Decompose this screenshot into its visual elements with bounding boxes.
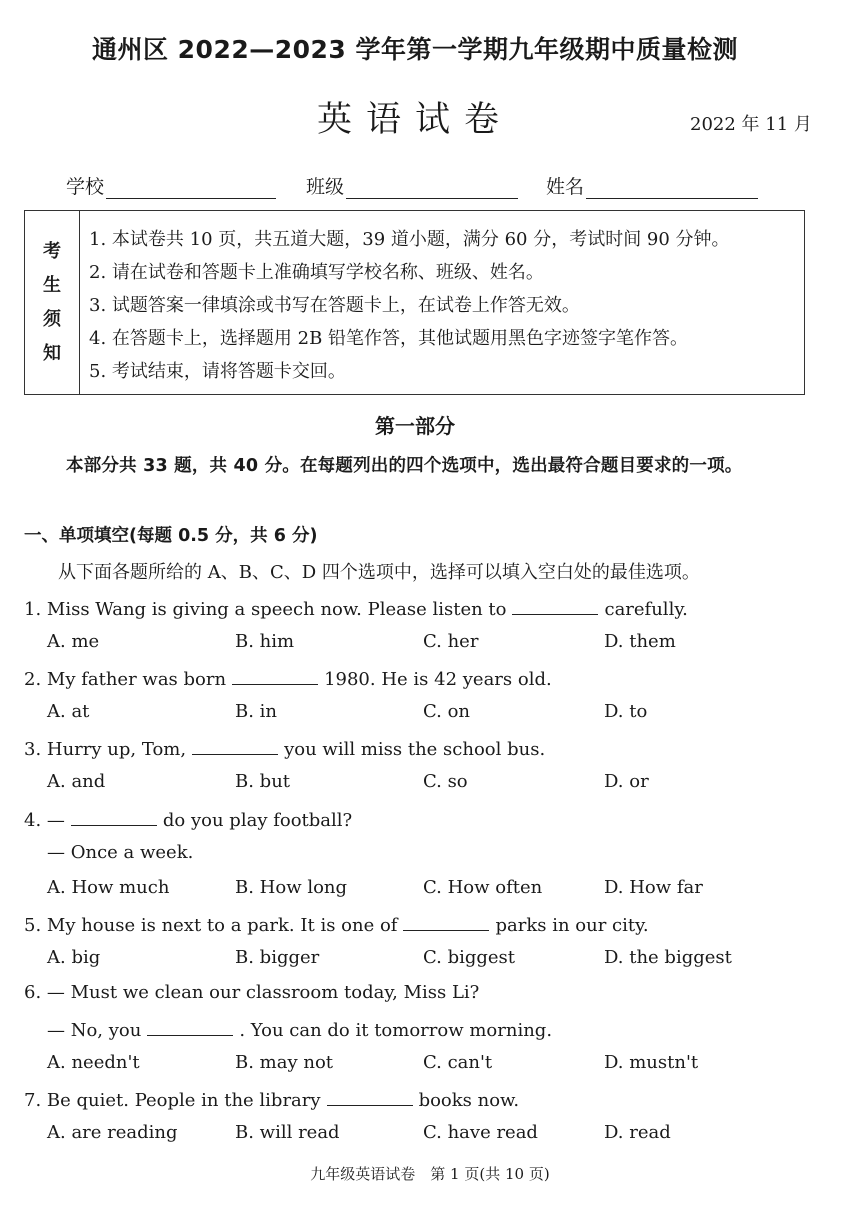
option-c: C. can't xyxy=(423,1052,493,1073)
section-instruction: 从下面各题所给的 A、B、C、D 四个选项中，选择可以填入空白处的最佳选项。 xyxy=(58,562,700,583)
notice-label: 考 生 须 知 xyxy=(25,211,80,394)
class-label: 班级 xyxy=(306,176,345,198)
exam-date: 2022 年 11 月 xyxy=(690,114,812,135)
answer-blank[interactable] xyxy=(327,1087,413,1106)
answer-blank[interactable] xyxy=(512,596,598,615)
option-b: B. may not xyxy=(235,1052,334,1073)
option-a: A. How much xyxy=(47,877,170,898)
page-footer: 九年级英语试卷 第 1 页(共 10 页) xyxy=(310,1165,550,1183)
exam-subtitle: 英语试卷 xyxy=(316,100,513,140)
option-b: B. him xyxy=(235,631,295,652)
option-c: C. How often xyxy=(423,877,543,898)
notice-item: 4. 在答题卡上，选择题用 2B 铅笔作答，其他试题用黑色字迹签字笔作答。 xyxy=(89,328,689,349)
notice-item: 1. 本试卷共 10 页，共五道大题，39 道小题，满分 60 分，考试时间 90 分钟。 xyxy=(89,229,730,250)
answer-blank[interactable] xyxy=(232,666,318,685)
question-6-reply: — No, you . You can do it tomorrow morning. xyxy=(47,1017,552,1041)
option-a: A. big xyxy=(47,947,101,968)
section-title: 一、单项填空(每题 0.5 分，共 6 分) xyxy=(24,526,318,546)
name-line[interactable] xyxy=(586,176,758,199)
option-d: D. or xyxy=(604,771,649,792)
question-4: 4. — do you play football? xyxy=(24,807,352,831)
notice-items xyxy=(89,223,730,388)
question-6: 6. — Must we clean our classroom today, Miss Li? xyxy=(24,982,480,1003)
answer-blank[interactable] xyxy=(71,807,157,826)
part-intro: 本部分共 33 题，共 40 分。在每题列出的四个选项中，选出最符合题目要求的一项。 xyxy=(66,456,743,476)
option-b: B. will read xyxy=(235,1122,340,1143)
candidate-notice-box xyxy=(24,210,805,395)
option-a: A. needn't xyxy=(47,1052,140,1073)
notice-item: 5. 考试结束，请将答题卡交回。 xyxy=(89,361,346,382)
name-label: 姓名 xyxy=(546,176,585,198)
option-d: D. read xyxy=(604,1122,671,1143)
question-4-reply: — Once a week. xyxy=(47,842,194,863)
notice-item: 3. 试题答案一律填涂或书写在答题卡上，在试卷上作答无效。 xyxy=(89,295,580,316)
exam-title: 通州区 2022—2023 学年第一学期九年级期中质量检测 xyxy=(91,35,739,64)
answer-blank[interactable] xyxy=(147,1017,233,1036)
question-2: 2. My father was born 1980. He is 42 years old. xyxy=(24,666,552,690)
name-field[interactable] xyxy=(546,172,758,199)
option-c: C. on xyxy=(423,701,471,722)
option-d: D. them xyxy=(604,631,676,652)
answer-blank[interactable] xyxy=(403,912,489,931)
school-label: 学校 xyxy=(66,176,105,198)
answer-blank[interactable] xyxy=(192,736,278,755)
notice-item: 2. 请在试卷和答题卡上准确填写学校名称、班级、姓名。 xyxy=(89,262,544,283)
option-b: B. How long xyxy=(235,877,348,898)
option-d: D. mustn't xyxy=(604,1052,699,1073)
option-a: A. are reading xyxy=(47,1122,178,1143)
class-line[interactable] xyxy=(346,176,518,199)
option-b: B. but xyxy=(235,771,291,792)
school-line[interactable] xyxy=(106,176,276,199)
option-d: D. How far xyxy=(604,877,703,898)
question-7: 7. Be quiet. People in the library books now. xyxy=(24,1087,519,1111)
option-a: A. me xyxy=(47,631,100,652)
option-c: C. her xyxy=(423,631,479,652)
option-b: B. in xyxy=(235,701,278,722)
question-3: 3. Hurry up, Tom, you will miss the school bus. xyxy=(24,736,545,760)
question-1: 1. Miss Wang is giving a speech now. Please listen to carefully. xyxy=(24,596,688,620)
option-d: D. the biggest xyxy=(604,947,732,968)
part-title: 第一部分 xyxy=(375,414,455,438)
question-5: 5. My house is next to a park. It is one of parks in our city. xyxy=(24,912,649,936)
school-field[interactable] xyxy=(66,172,276,199)
option-a: A. at xyxy=(47,701,90,722)
option-a: A. and xyxy=(47,771,106,792)
option-c: C. so xyxy=(423,771,468,792)
option-c: C. biggest xyxy=(423,947,516,968)
class-field[interactable] xyxy=(306,172,518,199)
option-c: C. have read xyxy=(423,1122,538,1143)
option-b: B. bigger xyxy=(235,947,320,968)
option-d: D. to xyxy=(604,701,648,722)
